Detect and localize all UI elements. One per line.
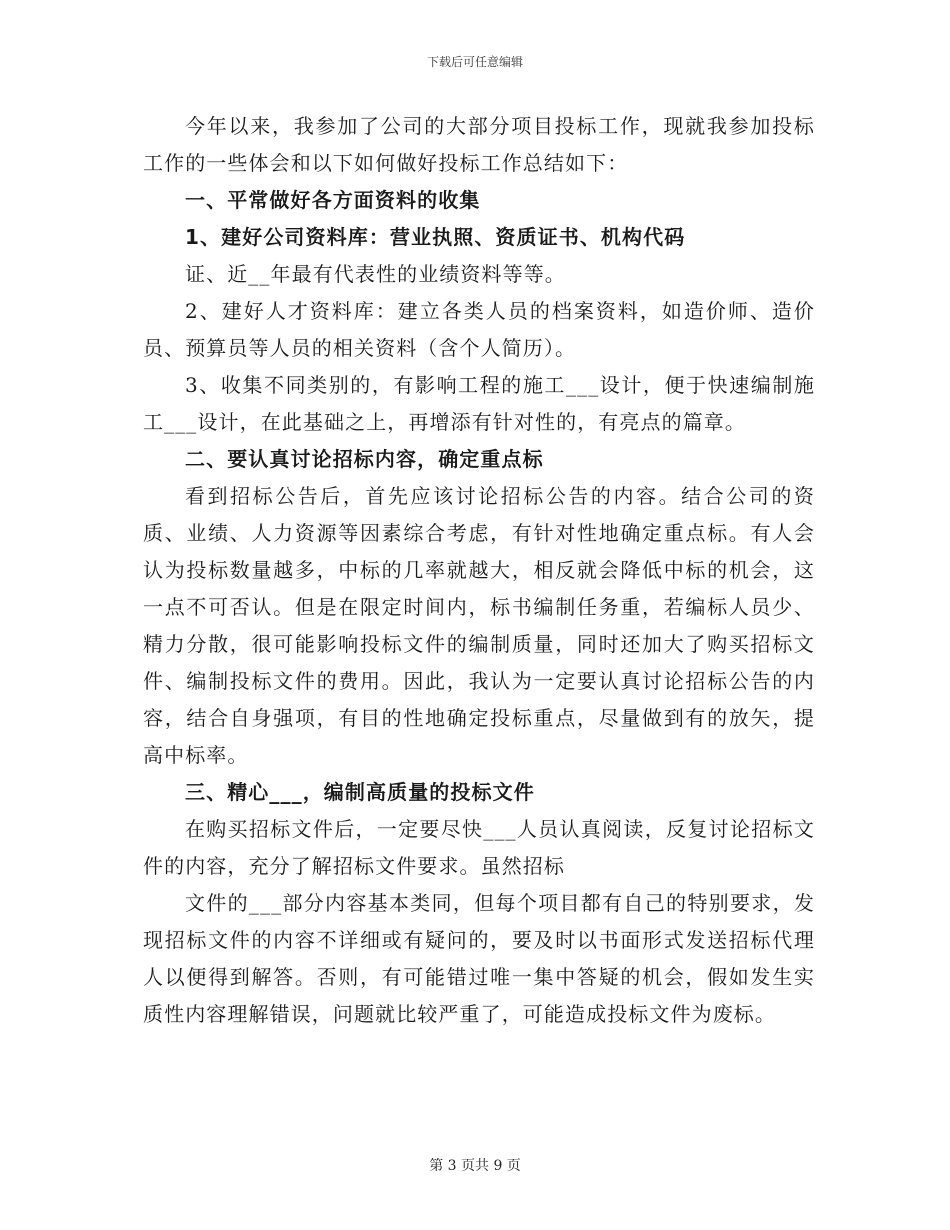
- section-heading-3: 三、精心___，编制高质量的投标文件: [185, 780, 535, 804]
- paragraph-intro: 今年以来，我参加了公司的大部分项目投标工作，现就我参加投标工作的一些体会和以下如何做好投标工作总结如下：: [143, 114, 815, 175]
- paragraph-special-requirements: 文件的___部分内容基本类同，但每个项目都有自己的特别要求，发现招标文件的内容不详细或有疑问的，要及时以书面形式发送招标代理人以便得到解答。否则，有可能错过唯一集中答疑的机会，假如发生实质性内容理解错误，问题就比较严重了，可能造成投标文件为废标。: [143, 891, 815, 1026]
- paragraph-certificates: 证、近__年最有代表性的业绩资料等等。: [185, 262, 566, 286]
- paragraph-read-documents: 在购买招标文件后，一定要尽快___人员认真阅读，反复讨论招标文件的内容，充分了解招标文件要求。虽然招标: [143, 817, 815, 878]
- page-footer: 第 3 页共 9 页: [429, 1158, 521, 1174]
- paragraph-talent-database: 2、建好人才资料库：建立各类人员的档案资料，如造价师、造价员、预算员等人员的相关资料（含个人简历）。: [143, 299, 815, 360]
- section-heading-1: 一、平常做好各方面资料的收集: [185, 188, 481, 212]
- subheading-company-database: 1、建好公司资料库：营业执照、资质证书、机构代码: [185, 225, 686, 249]
- page-header: 下载后可任意编辑: [426, 55, 523, 69]
- section-heading-2: 二、要认真讨论招标内容，确定重点标: [185, 447, 544, 471]
- paragraph-tender-discussion: 看到招标公告后，首先应该讨论招标公告的内容。结合公司的资质、业绩、人力资源等因素综合考虑，有针对性地确定重点标。有人会认为投标数量越多，中标的几率就越大，相反就会降低中标的机会，这一点不可否认。但是在限定时间内，标书编制任务重，若编标人员少、精力分散，很可能影响投标文件的编制质量，同时还加大了购买招标文件、编制投标文件的费用。因此，我认为一定要认真讨论招标公告的内容，结合自身强项，有目的性地确定投标重点，尽量做到有的放矢，提高中标率。: [143, 484, 815, 767]
- document-body: [143, 108, 815, 1033]
- paragraph-collect-designs: 3、收集不同类别的，有影响工程的施工___设计，便于快速编制施工___设计，在此基础之上，再增添有针对性的，有亮点的篇章。: [143, 373, 815, 434]
